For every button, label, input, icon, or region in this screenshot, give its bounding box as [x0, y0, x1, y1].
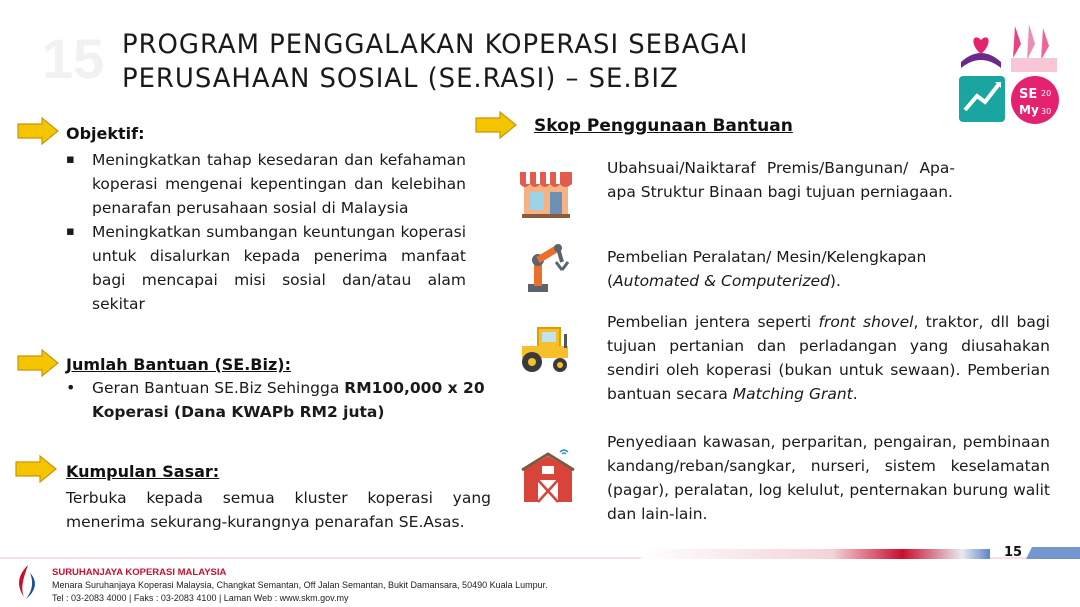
grant-text: Geran Bantuan SE.Biz Sehingga	[92, 379, 345, 397]
skop-item-3-text: Pembelian jentera seperti	[607, 313, 819, 331]
page-title	[122, 28, 748, 96]
skop-item-3	[607, 310, 1050, 406]
wifi-icon	[560, 450, 568, 454]
grant-amount: RM100,000 x 20 Koperasi (Dana KWAPb RM2 juta)	[92, 379, 485, 421]
page-number: 15	[1003, 545, 1023, 560]
logo-se-text: SE	[1019, 87, 1038, 102]
tractor-icon	[518, 320, 574, 376]
skop-item-2-italic: Automated & Computerized	[613, 272, 830, 290]
skop-heading: Skop Penggunaan Bantuan	[534, 116, 793, 136]
skop-item-2-end: ).	[829, 272, 841, 290]
kumpulan-sasar-heading: Kumpulan Sasar:	[66, 462, 220, 481]
slide-number-watermark: 15	[42, 27, 105, 90]
logo-my-text: My	[1019, 103, 1039, 117]
skm-logo	[12, 563, 42, 601]
logo-30-text: 30	[1041, 107, 1052, 116]
list-item: ▪ Meningkatkan tahap kesedaran dan kefahaman koperasi mengenai kepentingan dan kelebihan penarafan perusahaan sosial di Malaysia	[66, 148, 466, 220]
shop-icon	[518, 164, 574, 220]
skop-item-3-end: .	[852, 385, 858, 403]
skop-item-3-italic-1: front shovel	[818, 313, 914, 331]
footer-decorative-band	[0, 545, 1080, 561]
arrow-icon	[16, 348, 60, 378]
skop-item-2-text: Pembelian Peralatan/ Mesin/Kelengkapan (	[607, 248, 927, 290]
skop-item-3-italic-2: Matching Grant	[732, 385, 853, 403]
title-line-1: PROGRAM PENGGALAKAN KOPERASI SEBAGAI	[122, 29, 749, 60]
jumlah-bantuan-list	[66, 376, 496, 424]
org-name: SURUHANJAYA KOPERASI MALAYSIA	[52, 567, 227, 578]
objektif-list	[66, 148, 466, 316]
org-address: Menara Suruhanjaya Koperasi Malaysia, Changkat Semantan, Off Jalan Semantan, Bukit Damansara, 50490 Kuala Lumpur.	[52, 580, 548, 590]
kumpulan-sasar-text: Terbuka kepada semua kluster koperasi yang menerima sekurang-kurangnya penarafan SE.Asas.	[66, 489, 491, 531]
arrow-icon	[14, 454, 58, 484]
arrow-icon	[474, 110, 518, 140]
list-item: ▪ Meningkatkan sumbangan keuntungan koperasi untuk disalurkan kepada penerima manfaat bagi mencapai misi sosial dan/atau alam sekitar	[66, 220, 466, 316]
skop-item-3-text-2: , traktor, dll bagi tujuan pertanian dan perladangan yang diusahakan sendiri oleh koperasi (bukan untuk sewaan). Pemberian bantuan secara	[607, 313, 1050, 403]
arrow-icon	[16, 116, 60, 146]
list-item	[66, 376, 496, 424]
se-my-2030-logo	[955, 22, 1060, 127]
barn-icon	[520, 448, 576, 504]
robot-arm-icon	[518, 240, 574, 296]
jumlah-bantuan-heading: Jumlah Bantuan (SE.Biz):	[66, 355, 291, 374]
logo-20-text: 20	[1041, 89, 1052, 98]
skop-item-1: Ubahsuai/Naiktaraf Premis/Bangunan/ Apa-apa Struktur Binaan bagi tujuan perniagaan.	[607, 159, 955, 201]
org-contact: Tel : 03-2083 4000 | Faks : 03-2083 4100 | Laman Web : www.skm.gov.my	[52, 593, 349, 603]
skop-item-2	[607, 245, 967, 293]
title-line-2: PERUSAHAAN SOSIAL (SE.RASI) – SE.BIZ	[122, 63, 679, 94]
objektif-heading: Objektif:	[66, 124, 145, 143]
skop-item-4: Penyediaan kawasan, perparitan, pengairan, pembinaan kandang/reban/sangkar, nurseri, sistem keselamatan (pagar), peralatan, log kelulut, penternakan burung walit dan lain-lain.	[607, 433, 1050, 523]
